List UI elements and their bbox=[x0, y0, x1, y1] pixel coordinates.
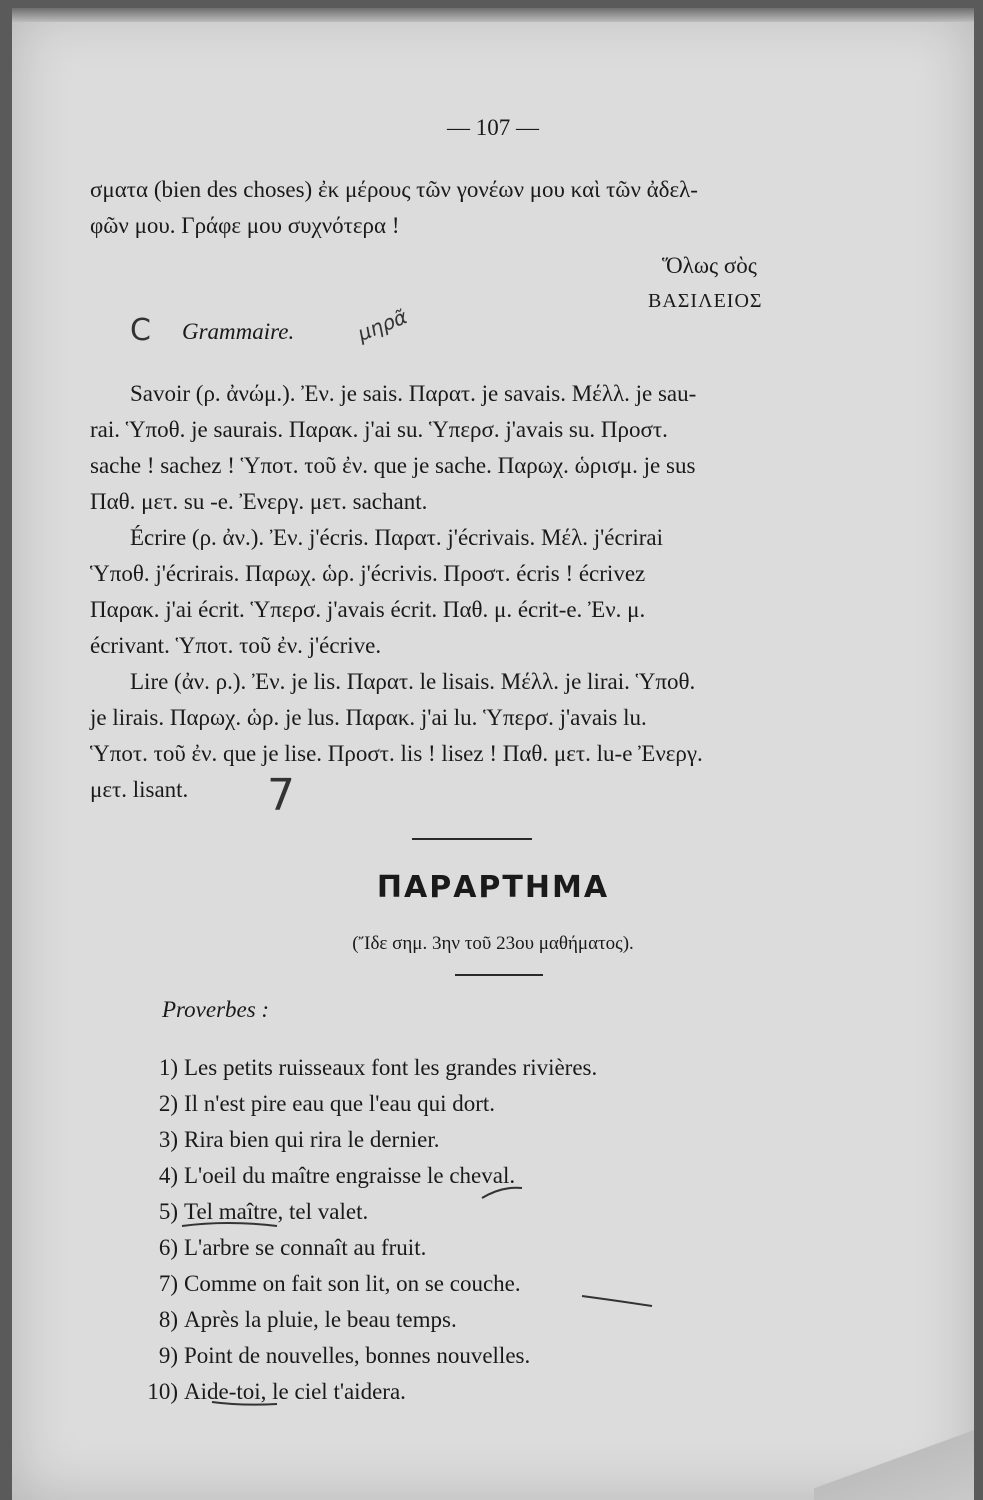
margin-letter-annotation: C bbox=[130, 313, 151, 348]
grammar-line-12: μετ. lisant. bbox=[90, 777, 189, 802]
grammar-line-11: Ὑποτ. τοῦ ἐν. que je lise. Προστ. lis ! lisez ! Παθ. μετ. lu-e Ἐνεργ. bbox=[90, 741, 703, 766]
book-page bbox=[12, 8, 974, 1500]
underline-mark bbox=[582, 1296, 652, 1306]
proverb-number: 9) bbox=[158, 1343, 178, 1368]
letter-line-1: σματα (bien des choses) ἐκ μέρους τῶν γονέων μου καὶ τῶν ἀδελ- bbox=[90, 177, 698, 202]
proverb-text: Les petits ruisseaux font les grandes rivières. bbox=[184, 1055, 598, 1080]
grammar-line-3: sache ! sachez ! Ὑποτ. τοῦ ἐν. que je sache. Παρωχ. ὡρισμ. je sus bbox=[90, 453, 696, 478]
grammar-line-5: Écrire (ρ. ἀν.). Ἐν. j'écris. Παρατ. j'écrivais. Μέλ. j'écrirai bbox=[130, 525, 663, 550]
underline-mark bbox=[212, 1402, 277, 1405]
grammar-line-10: je lirais. Παρωχ. ὡρ. je lus. Παρακ. j'ai lu. Ὑπερσ. j'avais lu. bbox=[90, 705, 647, 730]
grammar-line-4: Παθ. μετ. su -e. Ἐνεργ. μετ. sachant. bbox=[90, 489, 428, 514]
proverb-number: 3) bbox=[158, 1127, 178, 1152]
proverb-number: 5) bbox=[158, 1199, 178, 1224]
proverb-number: 1) bbox=[158, 1055, 178, 1080]
letter-line-2: φῶν μου. Γράφε μου συχνότερα ! bbox=[90, 213, 400, 238]
letter-closing: Ὅλως σὸς bbox=[662, 253, 757, 278]
grammar-line-2: rai. Ὑποθ. je saurais. Παρακ. j'ai su. Ὑπερσ. j'avais su. Προστ. bbox=[90, 417, 668, 442]
proverb-text: L'arbre se connaît au fruit. bbox=[184, 1235, 427, 1260]
proverb-text: Aide-toi, le ciel t'aidera. bbox=[184, 1379, 406, 1404]
proverb-text: Comme on fait son lit, on se couche. bbox=[184, 1271, 521, 1296]
proverbs-title: Proverbes : bbox=[162, 997, 270, 1022]
page-number: — 107 — bbox=[447, 115, 539, 140]
proverb-number: 6) bbox=[158, 1235, 178, 1260]
letter-signature: ΒΑΣΙΛΕΙΟΣ bbox=[648, 290, 763, 312]
proverb-number: 10) bbox=[147, 1379, 178, 1404]
handwritten-underlines bbox=[12, 8, 974, 1500]
proverb-text: Après la pluie, le beau temps. bbox=[184, 1307, 457, 1332]
grammar-line-7: Παρακ. j'ai écrit. Ὑπερσ. j'avais écrit. Παθ. μ. écrit-e. Ἐν. μ. bbox=[90, 597, 646, 622]
proverb-number: 8) bbox=[158, 1307, 178, 1332]
proverb-text: Point de nouvelles, bonnes nouvelles. bbox=[184, 1343, 531, 1368]
underline-mark bbox=[482, 1188, 522, 1198]
proverb-number: 4) bbox=[158, 1163, 178, 1188]
proverb-text: L'oeil du maître engraisse le cheval. bbox=[184, 1163, 516, 1188]
proverb-number: 2) bbox=[158, 1091, 178, 1116]
proverb-text: Rira bien qui rira le dernier. bbox=[184, 1127, 440, 1152]
proverb-text: Tel maître, tel valet. bbox=[184, 1199, 369, 1224]
proverb-number: 7) bbox=[158, 1271, 178, 1296]
underline-mark bbox=[182, 1223, 277, 1226]
grammar-line-1: Savoir (ρ. ἀνώμ.). Ἐν. je sais. Παρατ. je savais. Μέλλ. je sau- bbox=[130, 381, 697, 406]
grammar-line-8: écrivant. Ὑποτ. τοῦ ἐν. j'écrive. bbox=[90, 633, 382, 658]
handwritten-scribble: μηρᾶ bbox=[354, 304, 411, 346]
grammar-line-6: Ὑποθ. j'écrirais. Παρωχ. ὡρ. j'écrivis. Προστ. écris ! écrivez bbox=[90, 561, 646, 586]
grammar-line-9: Lire (ἀν. ρ.). Ἐν. je lis. Παρατ. le lisais. Μέλλ. je lirai. Ὑποθ. bbox=[130, 669, 696, 694]
appendix-title: ΠΑΡΑΡΤΗΜΑ bbox=[376, 870, 610, 905]
grammar-title: Grammaire. bbox=[182, 319, 295, 344]
proverb-text: Il n'est pire eau que l'eau qui dort. bbox=[184, 1091, 496, 1116]
appendix-subtitle: (Ἴδε σημ. 3ην τοῦ 23ου μαθήματος). bbox=[352, 933, 634, 954]
handwritten-bracket-mark: 7 bbox=[267, 770, 295, 821]
